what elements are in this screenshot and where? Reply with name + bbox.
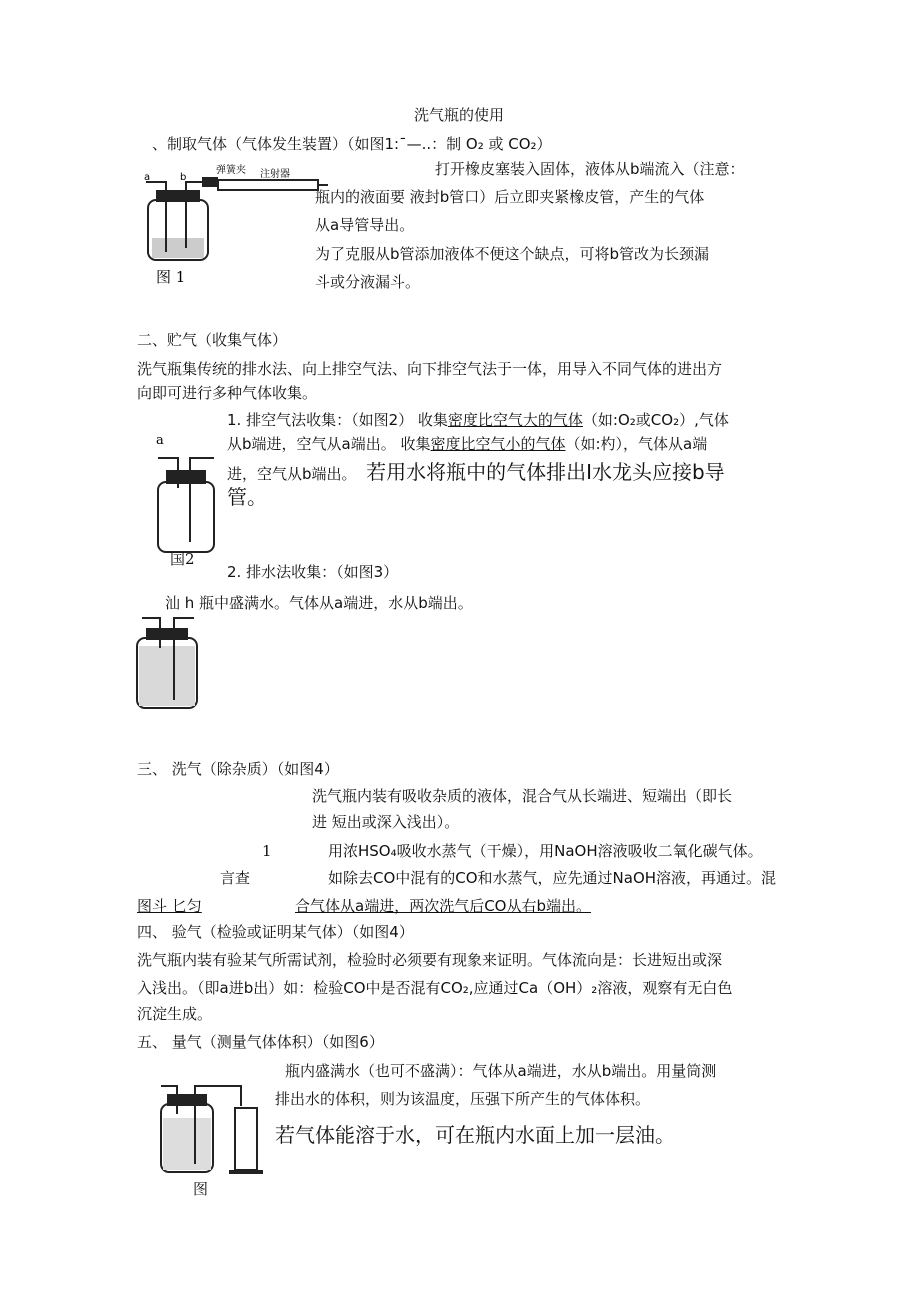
section1-heading: 、制取气体（气体发生装置）（如图1:¯—..：制 O₂ 或 CO₂） [152, 135, 552, 153]
figure6-apparatus [155, 1078, 273, 1178]
s1-line1: 打开橡皮塞装入固体，液体从b端流入（注意： [435, 160, 745, 178]
fig1-clamp [202, 177, 218, 187]
s5-big: 若气体能溶于水，可在瓶内水面上加一层油。 [275, 1123, 675, 1147]
s5-line2: 排出水的体积，则为该温度，压强下所产生的气体体积。 [275, 1090, 651, 1108]
s3-line1: 洗气瓶内装有吸收杂质的液体，混合气从长端进、短端出（即长 [312, 787, 733, 805]
s3-line2: 进 短出或深入浅出）。 [312, 813, 460, 831]
s1-line4: 为了克服从b管添加液体不便这个缺点，可将b管改为长颈漏 [315, 245, 710, 263]
s3-pre: 言查 [220, 869, 251, 887]
s4-line2: 入浅出。（即a进b出）如：检验CO中是否混有CO₂,应通过Ca（OH）₂溶液，观察有无白色 [137, 979, 733, 997]
s2-p1-line2: 从b端进，空气从a端出。 收集密度比空气小的气体（如:杓），气体从a端 [227, 435, 708, 453]
fig2-label-a: a [156, 433, 164, 448]
s2-p1-line3: 进，空气从b端出。 若用水将瓶中的气体排出I水龙头应接b导 [227, 460, 725, 484]
page-title: 洗气瓶的使用 [414, 106, 505, 124]
s2-p2-heading: 2. 排水法收集：（如图3） [227, 563, 399, 581]
section5-heading: 五、 量气（测量气体体积）（如图6） [137, 1033, 384, 1051]
fig1-syringe [218, 180, 318, 190]
s1-line2: 瓶内的液面要 液封b管口）后立即夹紧橡皮管，产生的气体 [315, 188, 705, 206]
fig2-caption: 国2 [170, 550, 195, 568]
fig1-caption: 图 1 [156, 268, 186, 286]
fig1-label-a: a [144, 172, 151, 183]
s3-under: 图斗 匕匀 合气体从a端进，两次洗气后CO从右b端出。 [137, 897, 591, 915]
fig1-liquid [152, 238, 204, 258]
fig1-label-b: b [180, 172, 187, 183]
fig2-bottle [158, 482, 214, 552]
s4-line3: 沉淀生成。 [137, 1005, 213, 1023]
figure3-bottle [132, 612, 204, 712]
s1-line5: 斗或分液漏斗。 [315, 273, 421, 291]
s2-intro1: 洗气瓶集传统的排水法、向上排空气法、向下排空气法于一体，用导入不同气体的进出方 [137, 360, 723, 378]
s1-line3: 从a导管导出。 [315, 216, 415, 234]
fig6-cylinder [235, 1108, 257, 1170]
section3-heading: 三、 洗气（除杂质）（如图4） [137, 760, 339, 778]
s2-p1-line4: 管。 [227, 485, 267, 509]
fig2-stopper [166, 470, 206, 484]
s3-line4: 如除去CO中混有的CO和水蒸气，应先通过NaOH溶液，再通过。混 [328, 869, 777, 887]
fig1-label-syringe: 注射器 [260, 169, 290, 180]
s4-line1: 洗气瓶内装有验某气所需试剂，检验时必须要有现象来证明。气体流向是：长进短出或深 [137, 951, 723, 969]
s2-p2-line: 汕 h 瓶中盛满水。气体从a端进，水从b端出。 [165, 594, 473, 612]
section2-heading: 二、贮气（收集气体） [137, 331, 288, 349]
s2-intro2: 向即可进行多种气体收集。 [137, 384, 318, 402]
fig1-label-clamp: 弹簧夹 [216, 165, 246, 176]
figure1-apparatus [138, 160, 338, 288]
fig1-stopper [156, 190, 200, 202]
section4-heading: 四、 验气（检验或证明某气体）（如图4） [137, 923, 414, 941]
s5-line1: 瓶内盛满水（也可不盛满）：气体从a端进，水从b端出。用量筒测 [285, 1062, 717, 1080]
fig6-caption: 图 [193, 1180, 209, 1198]
s3-line3: 用浓HSO₄吸收水蒸气（干燥），用NaOH溶液吸收二氧化碳气体。 [328, 842, 763, 860]
s3-num: 1 [262, 842, 272, 860]
s2-p1-line1: 1. 排空气法收集：（如图2） 收集密度比空气大的气体（如:O₂或CO₂）,气体 [227, 411, 729, 429]
